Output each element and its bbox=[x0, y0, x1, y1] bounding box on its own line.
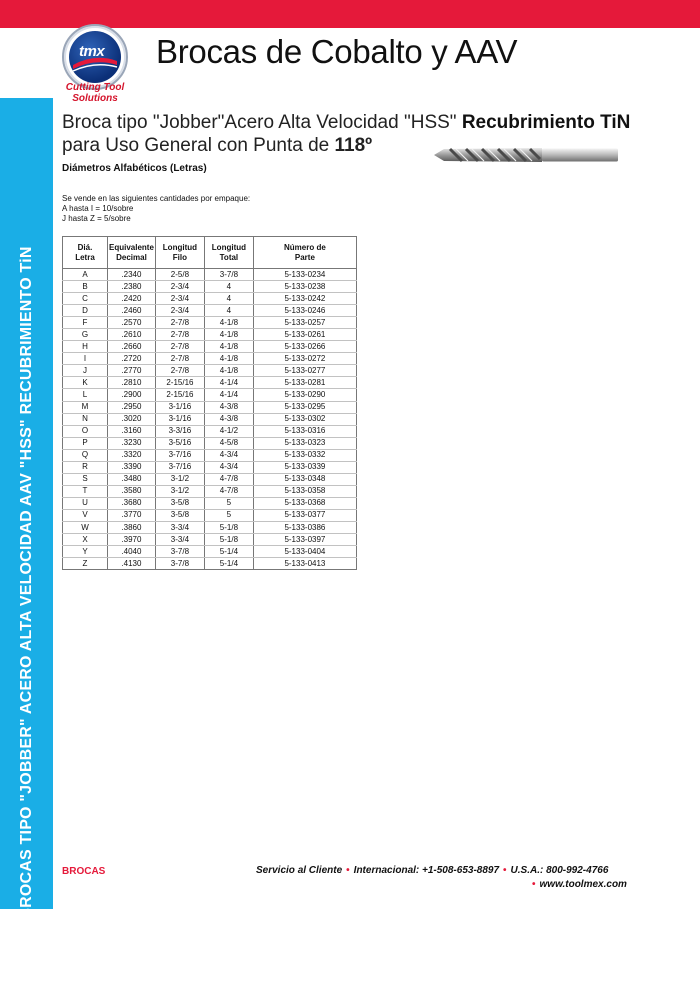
cell-decimal: .3480 bbox=[108, 473, 156, 485]
cell-filo: 2-15/16 bbox=[155, 389, 204, 401]
header-longitud-filo: Longitud Filo bbox=[155, 237, 204, 269]
cell-decimal: .3580 bbox=[108, 485, 156, 497]
table-row bbox=[63, 521, 357, 533]
table-row bbox=[63, 317, 357, 329]
cell-parte: 5-133-0295 bbox=[253, 401, 356, 413]
heading-regular-2: para Uso General con Punta de bbox=[62, 135, 335, 156]
cell-parte: 5-133-0397 bbox=[253, 534, 356, 546]
cell-letra: X bbox=[63, 534, 108, 546]
table-row bbox=[63, 534, 357, 546]
cell-total: 4-3/8 bbox=[204, 401, 253, 413]
logo-badge bbox=[69, 31, 121, 83]
cell-letra: H bbox=[63, 341, 108, 353]
cell-decimal: .3390 bbox=[108, 461, 156, 473]
cell-total: 3-7/8 bbox=[204, 269, 253, 281]
cell-letra: B bbox=[63, 281, 108, 293]
cell-letra: R bbox=[63, 461, 108, 473]
table-row bbox=[63, 365, 357, 377]
table-row bbox=[63, 546, 357, 558]
cell-filo: 3-7/16 bbox=[155, 461, 204, 473]
cell-filo: 3-1/2 bbox=[155, 485, 204, 497]
cell-parte: 5-133-0261 bbox=[253, 329, 356, 341]
cell-parte: 5-133-0281 bbox=[253, 377, 356, 389]
table-row bbox=[63, 377, 357, 389]
cell-parte: 5-133-0234 bbox=[253, 269, 356, 281]
cell-decimal: .2770 bbox=[108, 365, 156, 377]
cell-parte: 5-133-0404 bbox=[253, 546, 356, 558]
packaging-note bbox=[62, 194, 250, 224]
table-row bbox=[63, 558, 357, 570]
cell-total: 4-7/8 bbox=[204, 473, 253, 485]
cell-decimal: .3680 bbox=[108, 497, 156, 509]
cell-total: 5-1/8 bbox=[204, 521, 253, 533]
table-row bbox=[63, 389, 357, 401]
cell-total: 4 bbox=[204, 293, 253, 305]
cell-total: 4-3/4 bbox=[204, 461, 253, 473]
cell-total: 5-1/4 bbox=[204, 558, 253, 570]
header-numero-parte: Número de Parte bbox=[253, 237, 356, 269]
cell-decimal: .3320 bbox=[108, 449, 156, 461]
cell-filo: 3-1/2 bbox=[155, 473, 204, 485]
cell-filo: 2-7/8 bbox=[155, 329, 204, 341]
table-row bbox=[63, 425, 357, 437]
cell-decimal: .2900 bbox=[108, 389, 156, 401]
table-row bbox=[63, 305, 357, 317]
table-header-row bbox=[63, 237, 357, 269]
table-row bbox=[63, 461, 357, 473]
brand-tagline bbox=[56, 82, 134, 104]
table-row bbox=[63, 329, 357, 341]
cell-filo: 2-3/4 bbox=[155, 281, 204, 293]
table-row bbox=[63, 497, 357, 509]
table-row bbox=[63, 401, 357, 413]
cell-filo: 2-7/8 bbox=[155, 353, 204, 365]
cell-letra: O bbox=[63, 425, 108, 437]
cell-parte: 5-133-0316 bbox=[253, 425, 356, 437]
cell-parte: 5-133-0348 bbox=[253, 473, 356, 485]
cell-filo: 2-3/4 bbox=[155, 293, 204, 305]
cell-parte: 5-133-0386 bbox=[253, 521, 356, 533]
table-row bbox=[63, 449, 357, 461]
table-body bbox=[63, 269, 357, 570]
cell-total: 4-1/8 bbox=[204, 329, 253, 341]
table-row bbox=[63, 413, 357, 425]
cell-letra: W bbox=[63, 521, 108, 533]
cell-letra: U bbox=[63, 497, 108, 509]
subheading: Diámetros Alfabéticos (Letras) bbox=[62, 163, 207, 174]
side-title: BROCAS TIPO "JOBBER" ACERO ALTA VELOCIDAD AAV "HSS" RECUBRIMIENTO TiN bbox=[18, 246, 35, 920]
note-line3: J hasta Z = 5/sobre bbox=[62, 214, 131, 223]
tagline-line1: Cutting Tool bbox=[65, 82, 125, 93]
cell-parte: 5-133-0413 bbox=[253, 558, 356, 570]
cell-filo: 3-7/8 bbox=[155, 546, 204, 558]
point-angle: 118º bbox=[334, 135, 373, 156]
cell-decimal: .2340 bbox=[108, 269, 156, 281]
cell-filo: 3-5/16 bbox=[155, 437, 204, 449]
cell-total: 4-1/2 bbox=[204, 425, 253, 437]
cell-letra: Y bbox=[63, 546, 108, 558]
cell-decimal: .3230 bbox=[108, 437, 156, 449]
cell-filo: 3-7/16 bbox=[155, 449, 204, 461]
cell-letra: J bbox=[63, 365, 108, 377]
note-line2: A hasta I = 10/sobre bbox=[62, 204, 134, 213]
cell-parte: 5-133-0368 bbox=[253, 497, 356, 509]
cell-parte: 5-133-0332 bbox=[253, 449, 356, 461]
cell-total: 4 bbox=[204, 281, 253, 293]
table-row bbox=[63, 485, 357, 497]
cell-filo: 3-1/16 bbox=[155, 413, 204, 425]
cell-letra: S bbox=[63, 473, 108, 485]
cell-decimal: .3770 bbox=[108, 509, 156, 521]
cell-letra: A bbox=[63, 269, 108, 281]
footer-usa: U.S.A.: 800-992-4766 bbox=[510, 865, 609, 876]
cell-filo: 3-3/16 bbox=[155, 425, 204, 437]
heading-bold: Recubrimiento TiN bbox=[461, 112, 631, 133]
cell-decimal: .4130 bbox=[108, 558, 156, 570]
cell-letra: C bbox=[63, 293, 108, 305]
cell-decimal: .4040 bbox=[108, 546, 156, 558]
cell-total: 4-1/8 bbox=[204, 341, 253, 353]
cell-decimal: .3020 bbox=[108, 413, 156, 425]
cell-letra: Z bbox=[63, 558, 108, 570]
cell-parte: 5-133-0377 bbox=[253, 509, 356, 521]
top-red-bar bbox=[0, 0, 700, 28]
table-row bbox=[63, 353, 357, 365]
cell-parte: 5-133-0257 bbox=[253, 317, 356, 329]
cell-decimal: .2420 bbox=[108, 293, 156, 305]
cell-letra: G bbox=[63, 329, 108, 341]
cell-letra: V bbox=[63, 509, 108, 521]
drill-bit-image bbox=[432, 140, 622, 170]
cell-filo: 3-5/8 bbox=[155, 497, 204, 509]
cell-letra: D bbox=[63, 305, 108, 317]
cell-filo: 2-7/8 bbox=[155, 341, 204, 353]
cell-decimal: .2380 bbox=[108, 281, 156, 293]
cell-parte: 5-133-0272 bbox=[253, 353, 356, 365]
cell-parte: 5-133-0290 bbox=[253, 389, 356, 401]
cell-decimal: .2460 bbox=[108, 305, 156, 317]
cell-letra: I bbox=[63, 353, 108, 365]
cell-decimal: .2720 bbox=[108, 353, 156, 365]
cell-decimal: .2810 bbox=[108, 377, 156, 389]
cell-total: 4-1/8 bbox=[204, 353, 253, 365]
footer-web bbox=[528, 879, 627, 890]
footer-website[interactable]: www.toolmex.com bbox=[539, 879, 627, 890]
product-heading-line2 bbox=[62, 135, 372, 157]
cell-total: 4-5/8 bbox=[204, 437, 253, 449]
logo-text: tmx bbox=[79, 43, 105, 60]
cell-parte: 5-133-0339 bbox=[253, 461, 356, 473]
drill-spec-table bbox=[62, 236, 357, 570]
cell-decimal: .2660 bbox=[108, 341, 156, 353]
tagline-line2: Solutions bbox=[72, 93, 118, 104]
cell-filo: 2-7/8 bbox=[155, 317, 204, 329]
cell-filo: 2-5/8 bbox=[155, 269, 204, 281]
cell-filo: 2-3/4 bbox=[155, 305, 204, 317]
tmx-logo bbox=[62, 24, 128, 90]
cell-parte: 5-133-0246 bbox=[253, 305, 356, 317]
table-row bbox=[63, 437, 357, 449]
footer-contact bbox=[256, 865, 608, 876]
cell-filo: 3-3/4 bbox=[155, 534, 204, 546]
cell-decimal: .2950 bbox=[108, 401, 156, 413]
cell-letra: L bbox=[63, 389, 108, 401]
cell-total: 4-3/8 bbox=[204, 413, 253, 425]
cell-parte: 5-133-0242 bbox=[253, 293, 356, 305]
cell-filo: 3-7/8 bbox=[155, 558, 204, 570]
cell-parte: 5-133-0358 bbox=[253, 485, 356, 497]
product-heading-line1 bbox=[62, 112, 630, 134]
cell-decimal: .3860 bbox=[108, 521, 156, 533]
cell-total: 5-1/8 bbox=[204, 534, 253, 546]
cell-decimal: .3160 bbox=[108, 425, 156, 437]
cell-total: 5 bbox=[204, 509, 253, 521]
cell-parte: 5-133-0302 bbox=[253, 413, 356, 425]
table-row bbox=[63, 473, 357, 485]
cell-letra: F bbox=[63, 317, 108, 329]
page-title: Brocas de Cobalto y AAV bbox=[156, 33, 518, 70]
side-blue-bar bbox=[0, 98, 53, 989]
cell-filo: 3-5/8 bbox=[155, 509, 204, 521]
cell-parte: 5-133-0323 bbox=[253, 437, 356, 449]
heading-regular: Broca tipo "Jobber"Acero Alta Velocidad "HSS" bbox=[62, 112, 462, 133]
cell-letra: Q bbox=[63, 449, 108, 461]
footer-international: Internacional: +1-508-653-8897 bbox=[353, 865, 500, 876]
table-row bbox=[63, 269, 357, 281]
cell-parte: 5-133-0277 bbox=[253, 365, 356, 377]
header-longitud-total: Longitud Total bbox=[204, 237, 253, 269]
bullet-1: • bbox=[346, 865, 350, 876]
cell-total: 4-1/8 bbox=[204, 365, 253, 377]
cell-parte: 5-133-0266 bbox=[253, 341, 356, 353]
cell-total: 4-1/4 bbox=[204, 389, 253, 401]
cell-letra: K bbox=[63, 377, 108, 389]
cell-filo: 2-7/8 bbox=[155, 365, 204, 377]
cell-total: 5 bbox=[204, 497, 253, 509]
cell-total: 4-1/4 bbox=[204, 377, 253, 389]
table-row bbox=[63, 341, 357, 353]
bullet-3: • bbox=[532, 879, 536, 890]
cell-total: 4 bbox=[204, 305, 253, 317]
footer-service: Servicio al Cliente bbox=[256, 865, 343, 876]
header-equivalente-decimal: Equivalente Decimal bbox=[108, 237, 156, 269]
table-row bbox=[63, 293, 357, 305]
cell-decimal: .2570 bbox=[108, 317, 156, 329]
cell-letra: P bbox=[63, 437, 108, 449]
footer-section: BROCAS bbox=[62, 866, 106, 877]
cell-letra: M bbox=[63, 401, 108, 413]
cell-total: 4-7/8 bbox=[204, 485, 253, 497]
cell-letra: T bbox=[63, 485, 108, 497]
page-number: 26 bbox=[14, 975, 28, 989]
cell-total: 4-1/8 bbox=[204, 317, 253, 329]
cell-filo: 2-15/16 bbox=[155, 377, 204, 389]
table-row bbox=[63, 281, 357, 293]
bullet-2: • bbox=[503, 865, 507, 876]
cell-decimal: .3970 bbox=[108, 534, 156, 546]
cell-filo: 3-1/16 bbox=[155, 401, 204, 413]
cell-parte: 5-133-0238 bbox=[253, 281, 356, 293]
table-row bbox=[63, 509, 357, 521]
cell-filo: 3-3/4 bbox=[155, 521, 204, 533]
cell-total: 4-3/4 bbox=[204, 449, 253, 461]
cell-letra: N bbox=[63, 413, 108, 425]
header-dia-letra: Diá. Letra bbox=[63, 237, 108, 269]
note-line1: Se vende en las siguientes cantidades por empaque: bbox=[62, 194, 251, 203]
cell-decimal: .2610 bbox=[108, 329, 156, 341]
cell-total: 5-1/4 bbox=[204, 546, 253, 558]
